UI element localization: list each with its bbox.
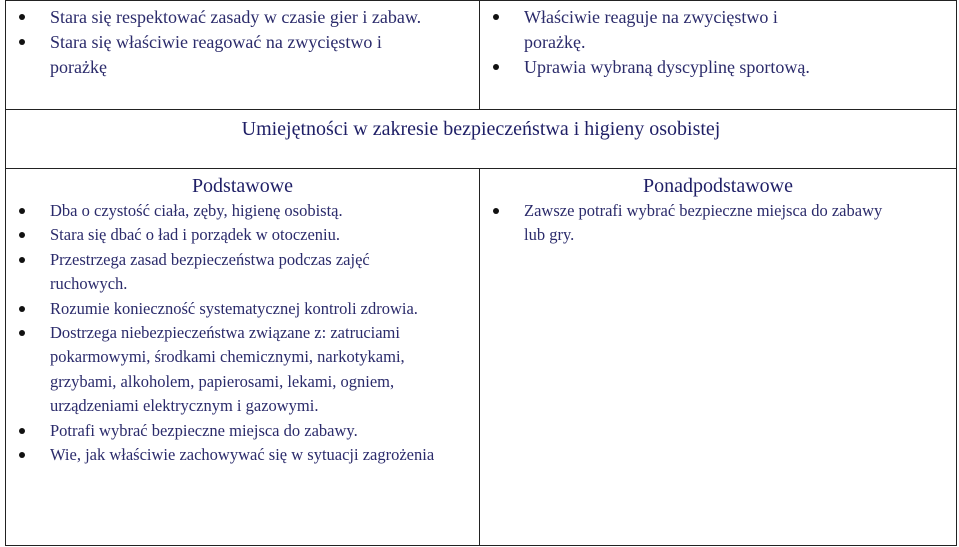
advanced-column-cell <box>480 169 957 546</box>
top-left-list <box>6 5 479 80</box>
list-item: Uprawia wybraną dyscyplinę sportową. <box>480 55 956 80</box>
columns-row <box>6 169 957 546</box>
top-row <box>6 1 957 110</box>
list-item: Stara się respektować zasady w czasie gier i zabaw. <box>6 5 430 30</box>
advanced-heading: Ponadpodstawowe <box>643 175 793 197</box>
list-item: Potrafi wybrać bezpieczne miejsca do zabawy. <box>6 419 450 443</box>
top-left-cell <box>6 1 480 110</box>
list-item: Zawsze potrafi wybrać bezpieczne miejsca do zabawy lub gry. <box>480 199 904 247</box>
list-item: Przestrzega zasad bezpieczeństwa podczas zajęć ruchowych. <box>6 248 450 297</box>
list-item: Dostrzega niebezpieczeństwa związane z: zatruciami pokarmowymi, środkami chemicznymi, narkotykami, grzybami, alkoholem, papierosami, lekami, ogniem, urządzeniami elektrycznym i gazowymi. <box>6 321 410 419</box>
list-item: Stara się dbać o ład i porządek w otoczeniu. <box>6 223 450 247</box>
basic-heading: Podstawowe <box>191 175 294 197</box>
section-title: Umiejętności w zakresie bezpieczeństwa i higieny osobistej <box>241 118 721 140</box>
top-right-list <box>480 5 956 80</box>
section-title-cell <box>6 110 957 169</box>
basic-list <box>6 199 479 467</box>
list-item: Właściwie reaguje na zwycięstwo i porażkę. <box>480 5 834 55</box>
section-title-row <box>6 110 957 169</box>
advanced-list <box>480 199 956 247</box>
top-right-cell <box>480 1 957 110</box>
list-item: Wie, jak właściwie zachowywać się w sytuacji zagrożenia <box>6 443 450 467</box>
requirements-table <box>5 0 957 546</box>
list-item: Rozumie konieczność systematycznej kontroli zdrowia. <box>6 297 430 321</box>
list-item: Stara się właściwie reagować na zwycięstwo i porażkę <box>6 30 430 80</box>
basic-column-cell <box>6 169 480 546</box>
list-item: Dba o czystość ciała, zęby, higienę osobistą. <box>6 199 450 223</box>
